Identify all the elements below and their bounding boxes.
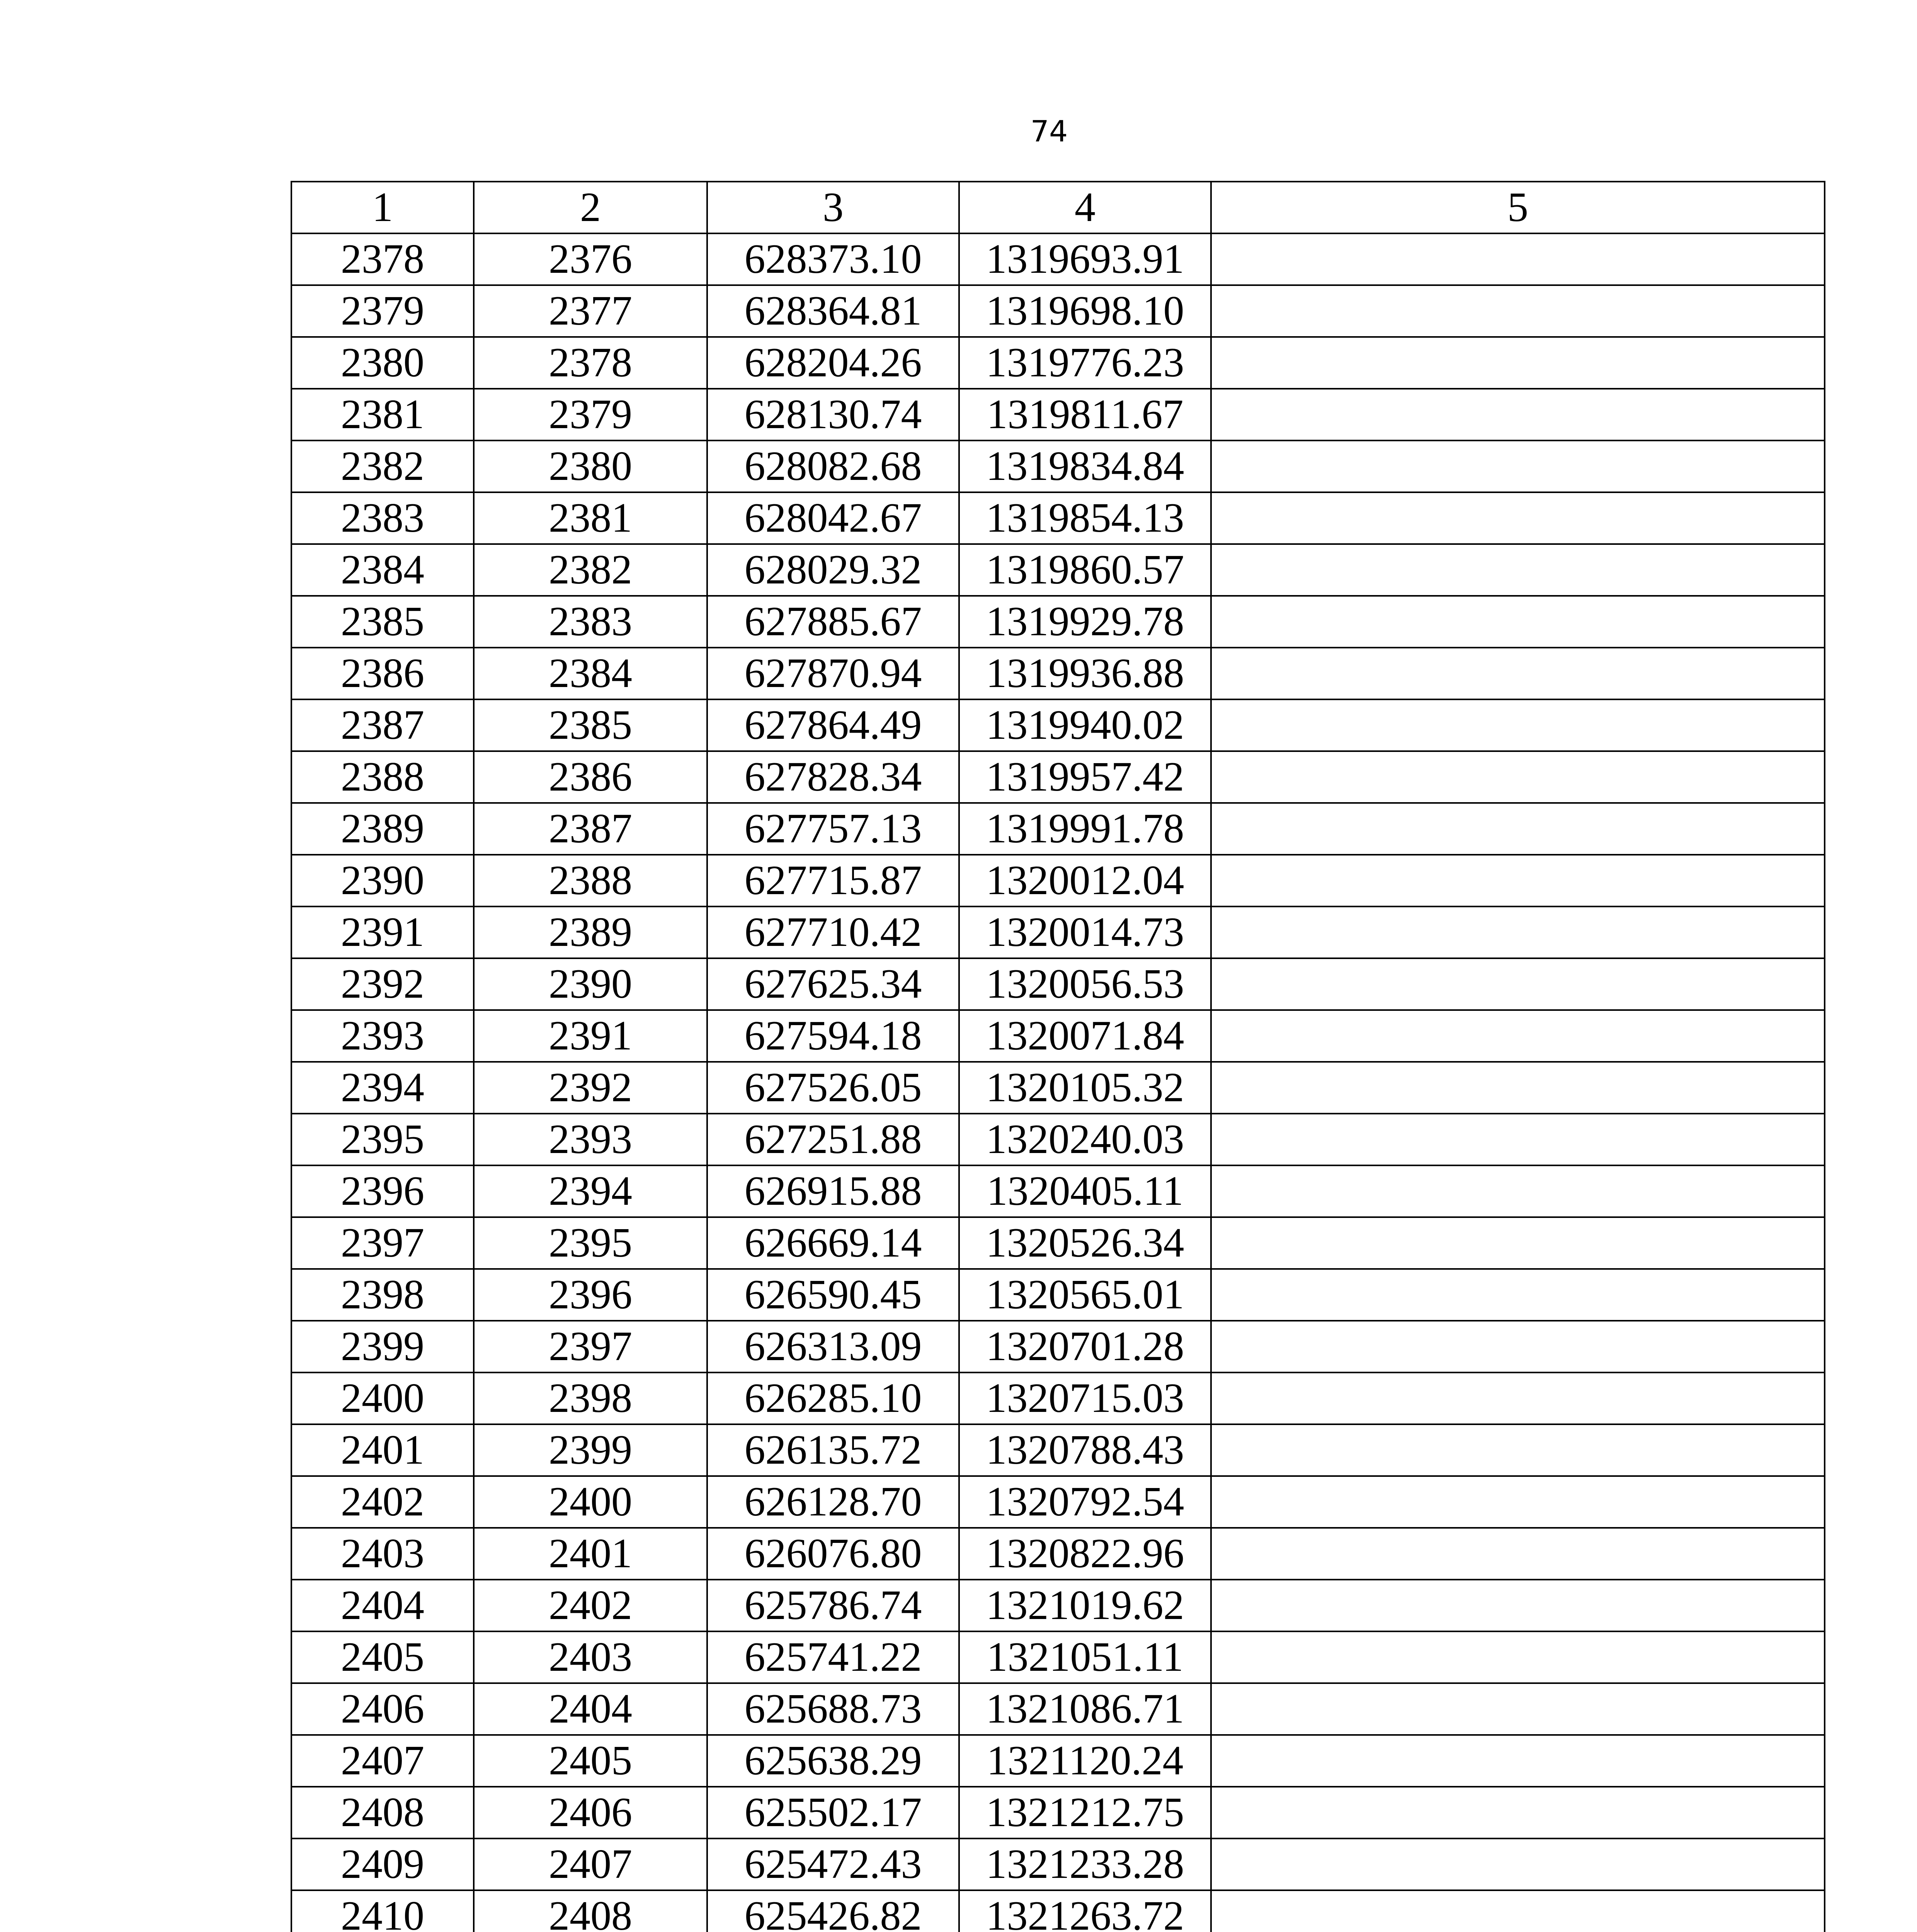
table-cell: 627594.18 bbox=[707, 1010, 959, 1062]
table-cell: 1320240.03 bbox=[959, 1114, 1211, 1165]
table-cell bbox=[1211, 1321, 1825, 1372]
table-cell: 2403 bbox=[291, 1528, 474, 1580]
column-header: 2 bbox=[474, 182, 707, 233]
table-cell bbox=[1211, 1010, 1825, 1062]
table-cell: 2398 bbox=[474, 1372, 707, 1424]
table-cell: 627526.05 bbox=[707, 1062, 959, 1114]
table-cell: 626076.80 bbox=[707, 1528, 959, 1580]
table-row bbox=[291, 1372, 1825, 1424]
table-row bbox=[291, 1269, 1825, 1321]
table-cell: 2381 bbox=[291, 389, 474, 440]
table-row bbox=[291, 1321, 1825, 1372]
table-cell: 2379 bbox=[474, 389, 707, 440]
table-row bbox=[291, 855, 1825, 906]
table-cell: 1320526.34 bbox=[959, 1217, 1211, 1269]
table-cell: 628130.74 bbox=[707, 389, 959, 440]
table-row bbox=[291, 492, 1825, 544]
table-cell bbox=[1211, 1631, 1825, 1683]
table-cell bbox=[1211, 1580, 1825, 1631]
table-cell: 1321233.28 bbox=[959, 1838, 1211, 1890]
table-cell: 2395 bbox=[291, 1114, 474, 1165]
table-cell bbox=[1211, 1114, 1825, 1165]
table-cell: 2388 bbox=[474, 855, 707, 906]
table-cell: 627757.13 bbox=[707, 803, 959, 855]
table-cell bbox=[1211, 1062, 1825, 1114]
table-cell: 2393 bbox=[291, 1010, 474, 1062]
table-cell bbox=[1211, 596, 1825, 648]
table-cell: 1320405.11 bbox=[959, 1165, 1211, 1217]
table-cell bbox=[1211, 1269, 1825, 1321]
table-cell: 1319834.84 bbox=[959, 440, 1211, 492]
table-cell: 2407 bbox=[291, 1735, 474, 1787]
table-cell bbox=[1211, 233, 1825, 285]
table-cell: 1320715.03 bbox=[959, 1372, 1211, 1424]
table-row bbox=[291, 958, 1825, 1010]
table-cell: 2406 bbox=[291, 1683, 474, 1735]
table-row bbox=[291, 1424, 1825, 1476]
table-cell: 628029.32 bbox=[707, 544, 959, 596]
table-cell: 2401 bbox=[291, 1424, 474, 1476]
table-cell: 2410 bbox=[291, 1890, 474, 1932]
table-row bbox=[291, 1787, 1825, 1838]
table-cell: 2392 bbox=[291, 958, 474, 1010]
table-cell bbox=[1211, 1217, 1825, 1269]
table-cell: 2391 bbox=[474, 1010, 707, 1062]
table-cell: 627870.94 bbox=[707, 648, 959, 699]
table-cell bbox=[1211, 1683, 1825, 1735]
table-cell bbox=[1211, 1372, 1825, 1424]
table-cell: 1319957.42 bbox=[959, 751, 1211, 803]
table-cell: 2382 bbox=[291, 440, 474, 492]
table-cell: 2392 bbox=[474, 1062, 707, 1114]
table-cell: 627885.67 bbox=[707, 596, 959, 648]
table-cell: 2378 bbox=[291, 233, 474, 285]
table-row bbox=[291, 1476, 1825, 1528]
table-cell: 1319929.78 bbox=[959, 596, 1211, 648]
table-cell: 2389 bbox=[474, 906, 707, 958]
table-cell: 2399 bbox=[474, 1424, 707, 1476]
table-cell: 1319854.13 bbox=[959, 492, 1211, 544]
table-cell: 625741.22 bbox=[707, 1631, 959, 1683]
table-cell: 626128.70 bbox=[707, 1476, 959, 1528]
table-cell: 628364.81 bbox=[707, 285, 959, 337]
table-row bbox=[291, 1890, 1825, 1932]
table-header bbox=[291, 182, 1825, 233]
table-cell: 2400 bbox=[291, 1372, 474, 1424]
table-cell bbox=[1211, 803, 1825, 855]
table-row bbox=[291, 751, 1825, 803]
table-cell: 625786.74 bbox=[707, 1580, 959, 1631]
table-cell bbox=[1211, 1528, 1825, 1580]
table-row bbox=[291, 699, 1825, 751]
table-cell: 2397 bbox=[291, 1217, 474, 1269]
table-cell bbox=[1211, 906, 1825, 958]
column-header: 4 bbox=[959, 182, 1211, 233]
table-cell: 2409 bbox=[291, 1838, 474, 1890]
table-cell: 1320822.96 bbox=[959, 1528, 1211, 1580]
table-row bbox=[291, 1683, 1825, 1735]
table-cell: 1319698.10 bbox=[959, 285, 1211, 337]
table-cell: 1319936.88 bbox=[959, 648, 1211, 699]
table-cell: 626285.10 bbox=[707, 1372, 959, 1424]
table-cell: 1321263.72 bbox=[959, 1890, 1211, 1932]
column-header: 5 bbox=[1211, 182, 1825, 233]
table-cell: 1319693.91 bbox=[959, 233, 1211, 285]
table-cell: 2380 bbox=[474, 440, 707, 492]
table-row bbox=[291, 337, 1825, 389]
table-cell: 1320792.54 bbox=[959, 1476, 1211, 1528]
table-cell: 625502.17 bbox=[707, 1787, 959, 1838]
table-cell: 626135.72 bbox=[707, 1424, 959, 1476]
table-row bbox=[291, 1631, 1825, 1683]
table-cell bbox=[1211, 751, 1825, 803]
table-cell: 2391 bbox=[291, 906, 474, 958]
table-cell: 1320565.01 bbox=[959, 1269, 1211, 1321]
table-cell: 2383 bbox=[291, 492, 474, 544]
table-cell: 2386 bbox=[291, 648, 474, 699]
table-row bbox=[291, 389, 1825, 440]
table-cell: 625426.82 bbox=[707, 1890, 959, 1932]
column-header: 3 bbox=[707, 182, 959, 233]
table-row bbox=[291, 1735, 1825, 1787]
table-cell: 2407 bbox=[474, 1838, 707, 1890]
table-cell: 2380 bbox=[291, 337, 474, 389]
table-cell: 627710.42 bbox=[707, 906, 959, 958]
table-row bbox=[291, 803, 1825, 855]
table-cell: 625688.73 bbox=[707, 1683, 959, 1735]
table-cell: 627625.34 bbox=[707, 958, 959, 1010]
table-cell: 2399 bbox=[291, 1321, 474, 1372]
table-row bbox=[291, 1114, 1825, 1165]
table-cell bbox=[1211, 492, 1825, 544]
table-cell: 2378 bbox=[474, 337, 707, 389]
table-cell: 2396 bbox=[291, 1165, 474, 1217]
table-cell: 626915.88 bbox=[707, 1165, 959, 1217]
table-cell: 2388 bbox=[291, 751, 474, 803]
table-cell: 1320701.28 bbox=[959, 1321, 1211, 1372]
table-cell: 1319776.23 bbox=[959, 337, 1211, 389]
table-cell bbox=[1211, 1424, 1825, 1476]
column-header: 1 bbox=[291, 182, 474, 233]
table-cell: 1319811.67 bbox=[959, 389, 1211, 440]
table-row bbox=[291, 648, 1825, 699]
table-cell: 2390 bbox=[291, 855, 474, 906]
table-cell: 1320105.32 bbox=[959, 1062, 1211, 1114]
table-cell: 2402 bbox=[474, 1580, 707, 1631]
table-cell: 2398 bbox=[291, 1269, 474, 1321]
table-cell: 2385 bbox=[474, 699, 707, 751]
header-row bbox=[291, 182, 1825, 233]
table-cell: 1321086.71 bbox=[959, 1683, 1211, 1735]
table-cell bbox=[1211, 1787, 1825, 1838]
table-cell: 1319940.02 bbox=[959, 699, 1211, 751]
table-cell: 2408 bbox=[291, 1787, 474, 1838]
table-cell: 2390 bbox=[474, 958, 707, 1010]
table-row bbox=[291, 285, 1825, 337]
table-cell: 628204.26 bbox=[707, 337, 959, 389]
table-cell bbox=[1211, 389, 1825, 440]
table-cell: 626590.45 bbox=[707, 1269, 959, 1321]
table-cell: 2405 bbox=[291, 1631, 474, 1683]
table-row bbox=[291, 596, 1825, 648]
table-cell: 1320071.84 bbox=[959, 1010, 1211, 1062]
coordinates-table bbox=[291, 181, 1825, 1932]
table-cell: 1319991.78 bbox=[959, 803, 1211, 855]
table-row bbox=[291, 233, 1825, 285]
table-cell: 2400 bbox=[474, 1476, 707, 1528]
table-row bbox=[291, 1165, 1825, 1217]
table-cell: 2401 bbox=[474, 1528, 707, 1580]
table-cell bbox=[1211, 855, 1825, 906]
table-row bbox=[291, 1580, 1825, 1631]
table-cell: 2376 bbox=[474, 233, 707, 285]
table-cell: 2381 bbox=[474, 492, 707, 544]
table-cell: 2405 bbox=[474, 1735, 707, 1787]
table-cell: 2393 bbox=[474, 1114, 707, 1165]
table-cell: 628042.67 bbox=[707, 492, 959, 544]
table-cell: 628373.10 bbox=[707, 233, 959, 285]
table-cell: 1320014.73 bbox=[959, 906, 1211, 958]
table-cell: 2386 bbox=[474, 751, 707, 803]
table-cell: 2404 bbox=[291, 1580, 474, 1631]
table-cell: 2404 bbox=[474, 1683, 707, 1735]
table-cell: 627864.49 bbox=[707, 699, 959, 751]
table-cell: 1321212.75 bbox=[959, 1787, 1211, 1838]
table-cell: 1321019.62 bbox=[959, 1580, 1211, 1631]
table-cell: 625638.29 bbox=[707, 1735, 959, 1787]
table-cell: 2379 bbox=[291, 285, 474, 337]
table-cell: 626313.09 bbox=[707, 1321, 959, 1372]
table-cell bbox=[1211, 1890, 1825, 1932]
table-cell: 1320788.43 bbox=[959, 1424, 1211, 1476]
table-cell bbox=[1211, 1476, 1825, 1528]
table-cell: 2394 bbox=[474, 1165, 707, 1217]
table-cell: 2385 bbox=[291, 596, 474, 648]
table-cell: 628082.68 bbox=[707, 440, 959, 492]
table-cell: 1319860.57 bbox=[959, 544, 1211, 596]
table-cell: 2384 bbox=[291, 544, 474, 596]
table-cell: 2387 bbox=[291, 699, 474, 751]
table-row bbox=[291, 544, 1825, 596]
table-cell: 2383 bbox=[474, 596, 707, 648]
table-row bbox=[291, 1838, 1825, 1890]
table-cell: 2387 bbox=[474, 803, 707, 855]
table-row bbox=[291, 906, 1825, 958]
table-cell bbox=[1211, 699, 1825, 751]
table-cell: 2403 bbox=[474, 1631, 707, 1683]
table-row bbox=[291, 1062, 1825, 1114]
table-cell: 2406 bbox=[474, 1787, 707, 1838]
table-row bbox=[291, 1010, 1825, 1062]
table-cell: 2397 bbox=[474, 1321, 707, 1372]
table-cell: 2382 bbox=[474, 544, 707, 596]
table-cell bbox=[1211, 285, 1825, 337]
table-cell: 627715.87 bbox=[707, 855, 959, 906]
table-cell: 626669.14 bbox=[707, 1217, 959, 1269]
table-cell bbox=[1211, 440, 1825, 492]
table-cell: 1321051.11 bbox=[959, 1631, 1211, 1683]
table-cell: 2389 bbox=[291, 803, 474, 855]
table-cell bbox=[1211, 958, 1825, 1010]
table-cell: 2394 bbox=[291, 1062, 474, 1114]
table-cell: 2396 bbox=[474, 1269, 707, 1321]
table-cell bbox=[1211, 1165, 1825, 1217]
table-cell: 2408 bbox=[474, 1890, 707, 1932]
table-cell: 627828.34 bbox=[707, 751, 959, 803]
table-cell: 1321120.24 bbox=[959, 1735, 1211, 1787]
table-cell bbox=[1211, 544, 1825, 596]
table-cell bbox=[1211, 1838, 1825, 1890]
table-body bbox=[291, 233, 1825, 1932]
table-row bbox=[291, 440, 1825, 492]
table-cell: 2377 bbox=[474, 285, 707, 337]
table-cell: 1320056.53 bbox=[959, 958, 1211, 1010]
table-cell: 2384 bbox=[474, 648, 707, 699]
table-cell bbox=[1211, 337, 1825, 389]
table-cell: 2395 bbox=[474, 1217, 707, 1269]
table-cell: 627251.88 bbox=[707, 1114, 959, 1165]
table-row bbox=[291, 1528, 1825, 1580]
table-cell bbox=[1211, 1735, 1825, 1787]
table-cell: 1320012.04 bbox=[959, 855, 1211, 906]
table-cell: 2402 bbox=[291, 1476, 474, 1528]
page-number: 74 bbox=[1030, 114, 1068, 148]
table-row bbox=[291, 1217, 1825, 1269]
table-cell bbox=[1211, 648, 1825, 699]
table-cell: 625472.43 bbox=[707, 1838, 959, 1890]
